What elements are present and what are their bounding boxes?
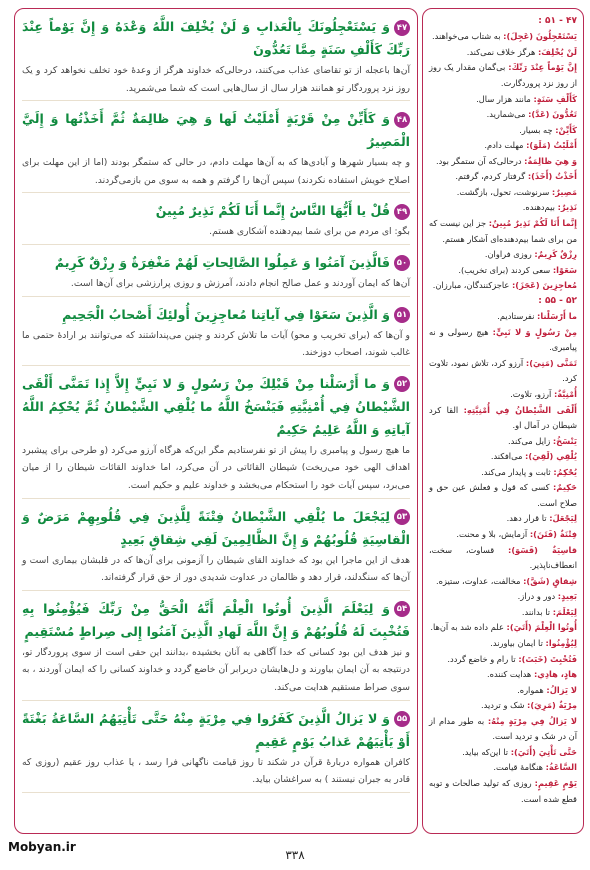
glossary-meaning: هنگامهٔ قیامت. bbox=[493, 762, 543, 773]
glossary-meaning: ثابت و پایدار می‌کند. bbox=[481, 466, 551, 477]
glossary-meaning: تا قرار دهد. bbox=[506, 513, 547, 524]
verse-arabic bbox=[22, 505, 410, 551]
glossary-term: كَأَيِّنْ: bbox=[555, 124, 577, 135]
verse-translation: و نیز هدف این بود کسانی که خدا آگاهی به آنان بخشیده ،بدانند این حقی است از سوی پروردگار تو، درنتیجه به آن ایمان بیاورند و دل‌هایشان دربرابر آن خاضع گردد و خداوند کسانی را که ایمان آوردند ، به سوی صراط مستقیم هدایت می‌کند. bbox=[22, 644, 410, 701]
glossary-term: يَوْمٍ عَقِيمٍ: bbox=[534, 778, 577, 789]
glossary-meaning: القا کرد شیطان در آمال او. bbox=[429, 404, 577, 431]
glossary-entry bbox=[429, 154, 577, 170]
glossary-entry bbox=[429, 605, 577, 621]
glossary-meaning: آرزو، تلاوت. bbox=[510, 388, 552, 399]
glossary-entry bbox=[429, 543, 577, 574]
glossary-meaning: هدایت کننده. bbox=[487, 669, 532, 680]
glossary-meaning: تا ایمان بیاورند. bbox=[490, 637, 543, 648]
glossary-entry bbox=[429, 745, 577, 761]
glossary-term: هادٍ، هادِي: bbox=[533, 669, 577, 680]
glossary-term: بَعِيدٍ: bbox=[557, 591, 577, 602]
glossary-entry bbox=[429, 480, 577, 511]
glossary-entry bbox=[429, 620, 577, 636]
glossary-meaning: بیم‌دهنده. bbox=[522, 202, 555, 213]
glossary-meaning: دور و دراز. bbox=[517, 591, 556, 602]
site-watermark[interactable]: Mobyan.ir bbox=[8, 840, 76, 854]
glossary-entry bbox=[429, 776, 577, 807]
verse-arabic-text: فَالَّذِينَ آمَنُوا وَ عَمِلُوا الصَّالِحاتِ لَهُمْ مَغْفِرَةٌ وَ رِزْقٌ كَرِيمٌ bbox=[54, 254, 390, 270]
glossary-meaning: کسی که قول و فعلش عین حق و صلاح است. bbox=[429, 482, 577, 508]
glossary-meaning: به شتاب می‌خواهند. bbox=[431, 31, 501, 42]
glossary-entry bbox=[429, 714, 577, 745]
glossary-entry bbox=[429, 45, 577, 61]
glossary-entry bbox=[429, 60, 577, 91]
glossary-entry bbox=[429, 387, 577, 403]
glossary-term: إِنَّ يَوْماً عِنْدَ رَبِّكَ: bbox=[508, 62, 577, 73]
glossary-entry bbox=[429, 403, 577, 434]
glossary-term: أُمْنِيَّةٌ: bbox=[553, 388, 577, 399]
verse-arabic-text: وَ يَسْتَعْجِلُونَكَ بِالْعَذابِ وَ لَنْ يُخْلِفَ اللَّهُ وَعْدَهُ وَ إِنَّ يَوْماً عِنْدَ رَبِّكَ كَأَلْفِ سَنَةٍ مِمَّا تَعُدُّونَ bbox=[22, 19, 410, 57]
verse-block bbox=[22, 199, 410, 245]
verse-arabic-text: وَ الَّذِينَ سَعَوْا فِي آياتِنا مُعاجِزِينَ أُولئِكَ أَصْحابُ الْجَحِيمِ bbox=[62, 306, 390, 322]
glossary-meaning: می‌افکند. bbox=[490, 451, 523, 462]
verse-arabic-text: وَ كَأَيِّنْ مِنْ قَرْيَةٍ أَمْلَيْتُ لَها وَ هِيَ ظالِمَةٌ ثُمَّ أَخَذْتُها وَ إِلَيَّ الْمَصِيرُ bbox=[22, 111, 410, 150]
glossary-meaning: چه بسیار. bbox=[519, 124, 553, 135]
verse-number-badge: ۵۴ bbox=[394, 601, 410, 617]
glossary-meaning: مهلت دادم. bbox=[484, 140, 524, 151]
glossary-term: حَتَّى تَأْتِيَ (أَتَيَ): bbox=[510, 746, 577, 757]
glossary-panel bbox=[422, 8, 584, 834]
verse-block bbox=[22, 107, 410, 193]
glossary-entry bbox=[429, 29, 577, 45]
verse-arabic bbox=[22, 107, 410, 153]
glossary-term: سَعَوْا: bbox=[552, 264, 577, 275]
glossary-entry bbox=[429, 278, 577, 294]
glossary-entry bbox=[429, 309, 577, 325]
glossary-entry bbox=[429, 92, 577, 108]
glossary-term: تَمَنَّى (مَنِيَ): bbox=[525, 357, 577, 368]
glossary-term: لا يَزالُ: bbox=[546, 684, 577, 695]
verse-translation: آن‌ها باعجله از تو تقاضای عذاب می‌کنند، درحالی‌که خداوند هرگز از وعدهٔ خود تخلف نخواهد کرد و یک روز نزد پروردگار تو همانند هزار سال از سال‌هایی است که شما می‌شمرید. bbox=[22, 62, 410, 101]
glossary-term: يَنْسَخُ: bbox=[552, 435, 577, 446]
glossary-meaning: مانند هزار سال. bbox=[476, 93, 531, 104]
glossary-meaning: نفرستادیم. bbox=[497, 311, 535, 322]
verse-block bbox=[22, 707, 410, 793]
verse-arabic bbox=[22, 15, 410, 61]
glossary-meaning: هرگز خلاف نمی‌کند. bbox=[466, 46, 536, 57]
glossary-meaning: آزمایش، بلا و محنت. bbox=[456, 529, 528, 540]
glossary-entry bbox=[429, 216, 577, 247]
verse-arabic-text: وَ لا يَزالُ الَّذِينَ كَفَرُوا فِي مِرْيَةٍ مِنْهُ حَتَّى تَأْتِيَهُمُ السَّاعَةُ بَغْتَةً أَوْ يَأْتِيَهُمْ عَذابُ يَوْمٍ عَقِيمٍ bbox=[22, 710, 410, 749]
verse-arabic-text: قُلْ يا أَيُّهَا النَّاسُ إِنَّما أَنَا لَكُمْ نَذِيرٌ مُبِينٌ bbox=[155, 203, 390, 219]
verse-arabic bbox=[22, 303, 410, 326]
page-number: ۳۳۸ bbox=[285, 848, 305, 862]
verse-block bbox=[22, 505, 410, 591]
verse-number-badge: ۵۰ bbox=[394, 255, 410, 271]
glossary-entry bbox=[429, 636, 577, 652]
glossary-term: لِيَعْلَمَ: bbox=[552, 606, 577, 617]
verse-translation: و آن‌ها که (برای تخریب و محو) آیات ما تلاش کردند و چنین می‌پنداشتند که می‌توانند بر ارادهٔ حتمی ما غالب شوند، اصحاب دوزخند. bbox=[22, 327, 410, 366]
glossary-term: فِتْنَةٌ (فَتَنَ): bbox=[529, 529, 577, 540]
glossary-term: قاسِيَةٌ (قَسَوَ): bbox=[508, 544, 577, 555]
verse-number-badge: ۵۵ bbox=[394, 711, 410, 727]
glossary-meaning: همواره. bbox=[517, 684, 544, 695]
glossary-entry bbox=[429, 138, 577, 154]
glossary-meaning: درحالی‌که آن ستمگر بود. bbox=[435, 155, 522, 166]
glossary-entry bbox=[429, 760, 577, 776]
glossary-term: وَ هِيَ ظالِمَةٌ: bbox=[524, 155, 577, 166]
glossary-meaning: عاجزکنندگان، مبارزان. bbox=[432, 280, 510, 291]
glossary-term: حَكِيمٌ: bbox=[553, 482, 577, 493]
verse-block bbox=[22, 15, 410, 101]
glossary-meaning: علم داده شد به آن‌ها. bbox=[430, 622, 504, 633]
glossary-entry bbox=[429, 698, 577, 714]
verse-block bbox=[22, 372, 410, 499]
glossary-meaning: تا رام و خاضع گردد. bbox=[447, 653, 516, 664]
glossary-meaning: سعی کردند (برای تخریب). bbox=[458, 264, 551, 275]
glossary-term: أُوتُوا الْعِلْمَ (أَتَيَ): bbox=[506, 622, 577, 633]
verse-number-badge: ۵۳ bbox=[394, 509, 410, 525]
glossary-term: ما أَرْسَلْنا: bbox=[537, 311, 577, 322]
verse-arabic bbox=[22, 372, 410, 441]
verse-translation: کافران همواره دربارهٔ قرآن در شکند تا روز قیامت ناگهانی فرا رسد ، یا عذاب روز عقیم (روزی که قادر به جبران نیستند ) به سراغشان بیاید. bbox=[22, 754, 410, 793]
glossary-meaning: روزی که تولید صالحات و توبه قطع شده است. bbox=[429, 778, 577, 804]
glossary-entry bbox=[429, 123, 577, 139]
glossary-entry bbox=[429, 185, 577, 201]
verse-arabic-text: وَ لِيَعْلَمَ الَّذِينَ أُوتُوا الْعِلْمَ أَنَّهُ الْحَقُّ مِنْ رَبِّكَ فَيُؤْمِنُوا بِهِ فَتُخْبِتَ لَهُ قُلُوبُهُمْ وَ إِنَّ اللَّهَ لَهادِ الَّذِينَ آمَنُوا إِلى صِراطٍ مُسْتَقِيمٍ bbox=[22, 600, 410, 639]
verses-panel bbox=[14, 8, 418, 834]
glossary-term: لِيُؤْمِنُوا: bbox=[545, 637, 577, 648]
verse-arabic bbox=[22, 707, 410, 753]
glossary-entry bbox=[429, 683, 577, 699]
verse-arabic bbox=[22, 597, 410, 643]
glossary-term: مِنْ رَسُولٍ وَ لا نَبِيٍّ: bbox=[492, 326, 577, 337]
verse-arabic bbox=[22, 199, 410, 222]
glossary-entry bbox=[429, 574, 577, 590]
glossary-section-head: ۴۷ - ۵۱ : bbox=[538, 16, 577, 26]
glossary-meaning: بی‌گمان مقدار یک روز از روز نزد پروردگارت. bbox=[429, 62, 577, 88]
glossary-entry bbox=[429, 589, 577, 605]
glossary-meaning: قساوت، سخت، انعطاف‌ناپذیر. bbox=[429, 544, 577, 571]
glossary-term: أَخَذْتُ (أَخَذَ): bbox=[527, 171, 577, 182]
glossary-entry bbox=[429, 169, 577, 185]
glossary-entry bbox=[429, 325, 577, 356]
verse-number-badge: ۵۱ bbox=[394, 307, 410, 323]
glossary-term: مِرْيَةٌ (مَرِيَ): bbox=[527, 700, 577, 711]
verse-arabic-text: لِيَجْعَلَ ما يُلْقِي الشَّيْطانُ فِتْنَةً لِلَّذِينَ فِي قُلُوبِهِمْ مَرَضٌ وَ الْقاسِيَةِ قُلُوبُهُمْ وَ إِنَّ الظَّالِمِينَ لَفِي شِقاقٍ بَعِيدٍ bbox=[22, 508, 410, 547]
glossary-entry bbox=[429, 511, 577, 527]
verse-translation: بگو: ای مردم من برای شما بیم‌دهنده آشکاری هستم. bbox=[22, 223, 410, 245]
glossary-term: السَّاعَةُ: bbox=[545, 762, 577, 773]
glossary-meaning: می‌شمارید. bbox=[486, 109, 526, 120]
glossary-term: لِيَجْعَلَ: bbox=[549, 513, 577, 524]
verse-number-badge: ۴۷ bbox=[394, 20, 410, 36]
glossary-term: رِزْقٌ كَرِيمٌ: bbox=[534, 249, 577, 260]
verse-arabic bbox=[22, 251, 410, 274]
glossary-term: نَذِيرٌ: bbox=[557, 202, 577, 213]
glossary-meaning: تا این‌که بیاید. bbox=[462, 746, 509, 757]
glossary-term: أَمْلَيْتُ (مَلَوَ): bbox=[526, 140, 577, 151]
glossary-term: مُعاجِزِينَ (عَجَزَ): bbox=[511, 280, 577, 291]
verse-number-badge: ۴۹ bbox=[394, 204, 410, 220]
verse-arabic-text: وَ ما أَرْسَلْنا مِنْ قَبْلِكَ مِنْ رَسُولٍ وَ لا نَبِيٍّ إِلاَّ إِذا تَمَنَّى أَلْقَى الشَّيْطانُ فِي أُمْنِيَّتِهِ فَيَنْسَخُ اللَّهُ ما يُلْقِي الشَّيْطانُ ثُمَّ يُحْكِمُ اللَّهُ آياتِهِ وَ اللَّهُ عَلِيمٌ حَكِيمٌ bbox=[22, 375, 410, 437]
verse-number-badge: ۴۸ bbox=[394, 112, 410, 128]
verse-translation: هدف از این ماجرا این بود که خداوند القای شیطان را آزمونی برای آن‌ها که در قلبشان بیماری است و آن‌ها که سنگدلند، قرار دهد و ظالمان در عداوت شدیدی دور از حق قرار گرفته‌اند. bbox=[22, 552, 410, 591]
glossary-term: يُلْقِي (لَقِيَ): bbox=[525, 451, 577, 462]
glossary-meaning: آرزو کرد، تلاش نمود، تلاوت کرد. bbox=[429, 357, 577, 384]
glossary-entry bbox=[429, 247, 577, 263]
verse-translation: و چه بسیار شهرها و آبادی‌ها که به آن‌ها مهلت دادم، در حالی که ستمگر بودند (اما از این مهلت برای اصلاح خویش استفاده نکردند) سپس آن‌ها را گرفتم و همه به سوی من بازمی‌گردند. bbox=[22, 154, 410, 193]
glossary-term: مَصِيرٌ: bbox=[551, 186, 577, 197]
verse-translation: ما هیچ رسول و پیامبری را پیش از تو نفرستادیم مگر این‌که هرگاه آرزو می‌کرد (و طرحی برای پیشبرد اهداف الهی خود می‌ریخت) شیطان القائاتی در آن می‌کرد، اما خداوند القائات شیطان را از میان می‌برد، سپس آیات خود را استحکام می‌بخشد و خداوند علیم و حکیم است. bbox=[22, 442, 410, 499]
glossary-entry bbox=[429, 652, 577, 668]
glossary-entry bbox=[429, 434, 577, 450]
glossary-term: أَلْقَى الشَّيْطانُ فِي أُمْنِيَّتِهِ: bbox=[463, 404, 577, 415]
glossary-term: كَأَلْفِ سَنَةٍ: bbox=[533, 93, 577, 104]
glossary-term: تَعُدُّونَ (عَدَّ): bbox=[528, 109, 577, 120]
glossary-meaning: هیچ رسولی و نه پیامبری. bbox=[429, 326, 577, 353]
verse-number-badge: ۵۲ bbox=[394, 376, 410, 392]
glossary-entry bbox=[429, 527, 577, 543]
glossary-term: لا يَزالُ فِي مِرْيَةٍ مِنْهُ: bbox=[487, 715, 577, 726]
glossary-meaning: زایل می‌کند. bbox=[508, 435, 551, 446]
glossary-term: يُحْكِمُ: bbox=[553, 466, 577, 477]
glossary-entry bbox=[429, 200, 577, 216]
glossary-meaning: جز این نیست که من برای شما بیم‌دهنده‌ای آشکار هستم. bbox=[429, 218, 577, 244]
glossary-term: يَسْتَعْجِلُونَ (عَجِلَ): bbox=[503, 31, 577, 42]
glossary-meaning: مخالفت، عداوت، ستیزه. bbox=[436, 575, 521, 586]
glossary-meaning: گرفتار کردم، گرفتم. bbox=[455, 171, 526, 182]
glossary-meaning: تا بدانند. bbox=[521, 606, 551, 617]
glossary-entry bbox=[429, 107, 577, 123]
glossary-term: إِنَّما أَنَا لَكُمْ نَذِيرٌ مُبِينٌ: bbox=[488, 218, 577, 229]
verse-translation: آن‌ها که ایمان آوردند و عمل صالح انجام دادند، آمرزش و روزی پرارزشی برای آن‌ها است. bbox=[22, 275, 410, 297]
glossary-entry bbox=[429, 465, 577, 481]
glossary-section-head: ۵۲ - ۵۵ : bbox=[538, 295, 577, 306]
glossary-entry bbox=[429, 667, 577, 683]
glossary-meaning: روزی فراوان. bbox=[484, 249, 532, 260]
verse-block bbox=[22, 597, 410, 701]
glossary-term: فَتُخْبِتَ (خَبَتَ): bbox=[518, 653, 577, 664]
verse-block bbox=[22, 303, 410, 366]
glossary-meaning: سرنوشت، تحول، بازگشت. bbox=[456, 186, 550, 197]
glossary-entry bbox=[429, 356, 577, 387]
glossary-entry bbox=[429, 449, 577, 465]
verse-block bbox=[22, 251, 410, 297]
glossary-meaning: شک و تردید. bbox=[481, 700, 525, 711]
glossary-term: شِقاقٍ (شَقَّ): bbox=[523, 575, 577, 586]
glossary-meaning: به طور مدام از آن در شک و تردید است. bbox=[429, 715, 577, 742]
glossary-entry bbox=[429, 263, 577, 279]
glossary-term: لَنْ يُخْلِفَ: bbox=[537, 46, 577, 57]
